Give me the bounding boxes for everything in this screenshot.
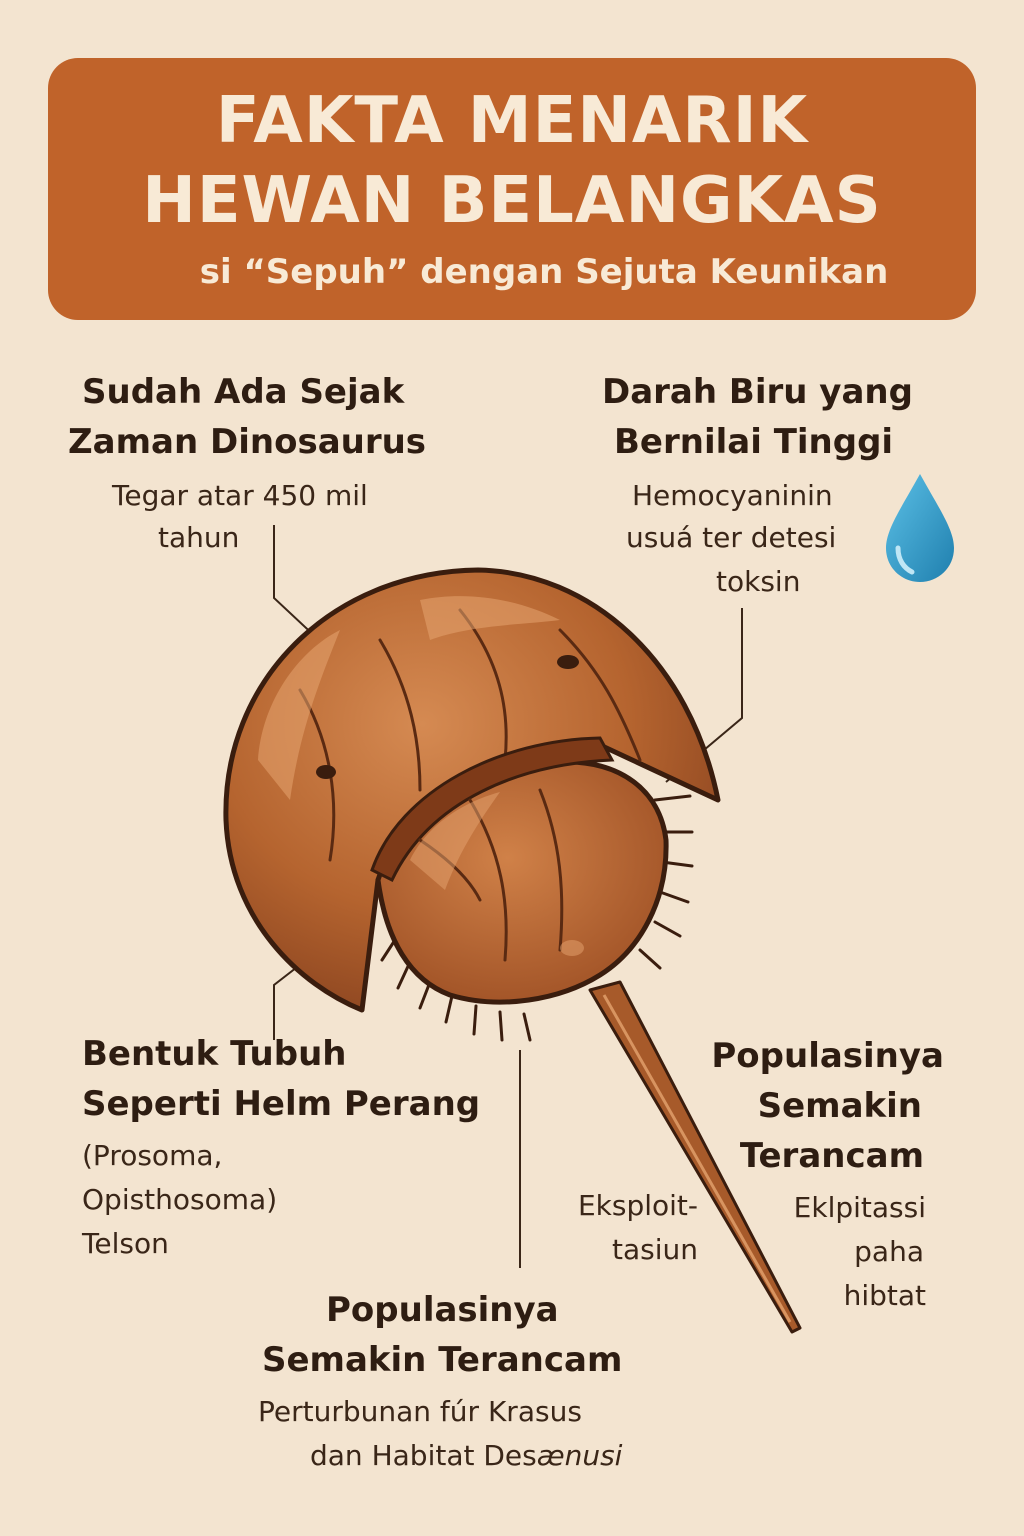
fact-blood-title-2: Bernilai Tinggi [614, 422, 894, 462]
fact-threat-bottom-desc-2 [310, 1434, 622, 1478]
fact-threat-bottom-title-2: Semakin Terancam [262, 1340, 623, 1380]
fact-body-desc-2: Opisthosoma) [82, 1183, 278, 1216]
exploit-line-1: Eksploit- [577, 1189, 698, 1222]
water-drop-icon [886, 474, 954, 582]
fact-blood-desc-1: Hemocyaninin [632, 479, 833, 512]
fact-threat-right-title-3: Terancam [739, 1136, 924, 1176]
title-line-2: HEWAN BELANGKAS [142, 164, 882, 238]
desc-2-main: dan Habitat Des [310, 1439, 537, 1472]
fact-dino-title-1: Sudah Ada Sejak [82, 372, 405, 412]
fact-threat-right-title-2: Semakin [757, 1086, 922, 1126]
fact-dino-desc-2: tahun [158, 521, 240, 554]
fact-body-desc-3: Telson [82, 1227, 169, 1260]
fact-threat-right-desc-2: paha [854, 1235, 924, 1268]
fact-body-title-2: Seperti Helm Perang [82, 1084, 481, 1124]
fact-dino-desc-1: Tegar atar 450 mil [112, 479, 368, 512]
fact-threat-right-desc-1: Eklpitassi [793, 1191, 926, 1224]
desc-2-italic: ænusi [536, 1439, 623, 1472]
fact-dino-title-2: Zaman Dinosaurus [68, 422, 427, 462]
subtitle: si “Sepuh” dengan Sejuta Keunikan [199, 252, 889, 292]
fact-threat-bottom-title-1: Populasinya [326, 1290, 559, 1330]
exploit-line-2: tasiun [612, 1233, 698, 1266]
fact-threat-bottom-desc-1: Perturbunan fúr Krasus [258, 1395, 582, 1428]
fact-threat-right-title-1: Populasinya [711, 1036, 944, 1076]
fact-body-title-1: Bentuk Tubuh [82, 1034, 347, 1074]
fact-blood-desc-3: toksin [716, 565, 801, 598]
fact-body-desc-1: (Prosoma, [82, 1139, 223, 1172]
fact-threat-right-desc-3: hibtat [843, 1279, 926, 1312]
fact-blood-title-1: Darah Biru yang [602, 372, 913, 412]
fact-blood-desc-2: usuá ter detesi [626, 521, 837, 554]
title-line-1: FAKTA MENARIK [215, 84, 809, 158]
